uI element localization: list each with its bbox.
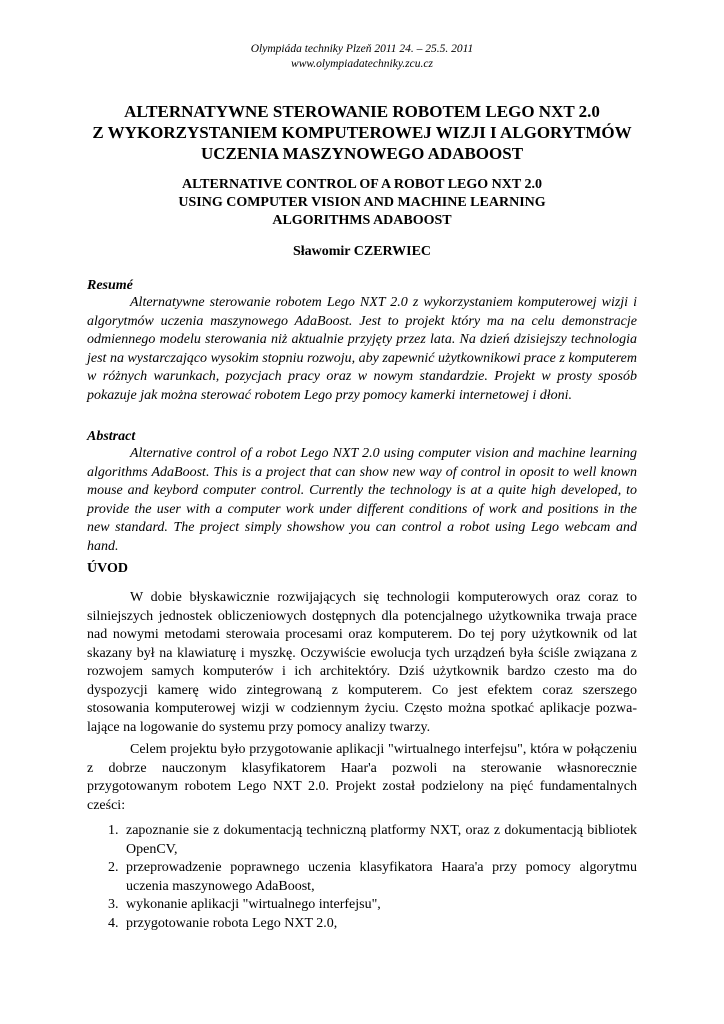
intro-paragraph-2: Celem projektu było przygotowanie aplikacji "wirtualnego interfejsu", która w połączeniu z dobrze nauczonym klasyfikatorem Haar'a pozwoli na sterowanie własnorecznie przygotowanym robotem Lego NXT 2.0. Projekt został podzielony na pięć fundamentalnych cześci: [87, 742, 637, 813]
running-header [0, 42, 724, 72]
abstract-heading: Abstract [87, 429, 136, 444]
title-polish-line: ALTERNATYWNE STEROWANIE ROBOTEM LEGO NXT 2.0 [124, 102, 600, 121]
title-english-line: ALGORITHMS ADABOOST [272, 213, 452, 228]
list-text: wykonanie aplikacji "wirtualnego interfejsu", [126, 897, 381, 912]
title-english [60, 176, 664, 230]
list-text: zapoznanie sie z dokumentacją techniczną platformy NXT, oraz z dokumentacją bibliotek OpenCV, [126, 823, 637, 857]
project-parts-list [87, 822, 637, 933]
list-number: 1. [108, 823, 119, 838]
intro-paragraph-1: W dobie błyskawicznie rozwijających się technologii komputerowych oraz coraz to silniejszych jednostek obliczeniowych dostępnych dla potencjalnego użytkownika trwaja prace nad nowymi metodami sterowaia procesami oraz komputerem. Do tej pory użytkownik od lat skazany był na klawiaturę i myszkę. Oczywiście ewolucja tych urządzeń była ściśle związana z rozwojem samych komputerów i ich architektóry. Dziś użytkownik bardzo czesto ma do dyspozycji kamerę wido zintegrowaną z komputerem. Co jest efektem coraz szerszego stosowania komputerowej wizji w codziennym życiu. Często można spotkać aplikacje pozwalające na logowanie do systemu przy pomocy analizy twarzy. [87, 590, 637, 735]
header-website: www.olympiadatechniky.zcu.cz [291, 58, 433, 70]
header-conference: Olympiáda techniky Plzeň 2011 24. – 25.5. 2011 [250, 43, 474, 55]
author-name: Sławomir CZERWIEC [292, 244, 432, 259]
title-polish [60, 101, 664, 164]
title-polish-line: Z WYKORZYSTANIEM KOMPUTEROWEJ WIZJI I ALGORYTMÓW [92, 123, 632, 142]
intro-heading: ÚVOD [87, 561, 128, 576]
title-polish-line: UCZENIA MASZYNOWEGO ADABOOST [200, 144, 524, 163]
list-text: przygotowanie robota Lego NXT 2.0, [126, 915, 338, 931]
list-text: przeprowadzenie poprawnego uczenia klasyfikatora Haara'a przy pomocy algorytmu uczenia maszynowego AdaBoost, [126, 860, 637, 894]
title-english-line: USING COMPUTER VISION AND MACHINE LEARNING [178, 195, 546, 210]
list-number: 4. [108, 915, 119, 931]
list-item [87, 822, 637, 859]
list-item [87, 859, 637, 896]
resume-text: Alternatywne sterowanie robotem Lego NXT 2.0 z wykorzystaniem komputerowej wizji i algorytmów uczenia maszynowego AdaBoost. Jest to projekt który ma na celu demonstracje odmiennego modelu sterowania niż aktualnie przyjęty przez lata. Na dzień dzisiejszy technologia jest na wystarczająco wysokim stopniu rozwoju, aby zapewnić użytkownikowi prace z komputerem w różnych warunkach, pozycjach pracy oraz w nowym standardzie. Projekt w prosty sposób pokazuje jak można sterować robotem Lego przy pomocy kamerki internetowej i dłoni. [87, 295, 637, 403]
list-item [87, 915, 637, 934]
list-item [87, 896, 637, 915]
title-english-line: ALTERNATIVE CONTROL OF A ROBOT LEGO NXT 2.0 [182, 177, 542, 192]
list-number: 3. [108, 897, 119, 912]
list-number: 2. [108, 860, 119, 875]
abstract-text: Alternative control of a robot Lego NXT 2.0 using computer vision and machine learning algorithms AdaBoost. This is a project that can show new way of control in oposit to well known mouse and keybord computer control. Currently the technology is at a quite high developed, to provide the user with a computer work under different conditions of work and positions in the new standard. The project simply showshow you can control a robot using Lego webcam and hand. [87, 446, 637, 554]
resume-heading: Resumé [87, 278, 133, 293]
